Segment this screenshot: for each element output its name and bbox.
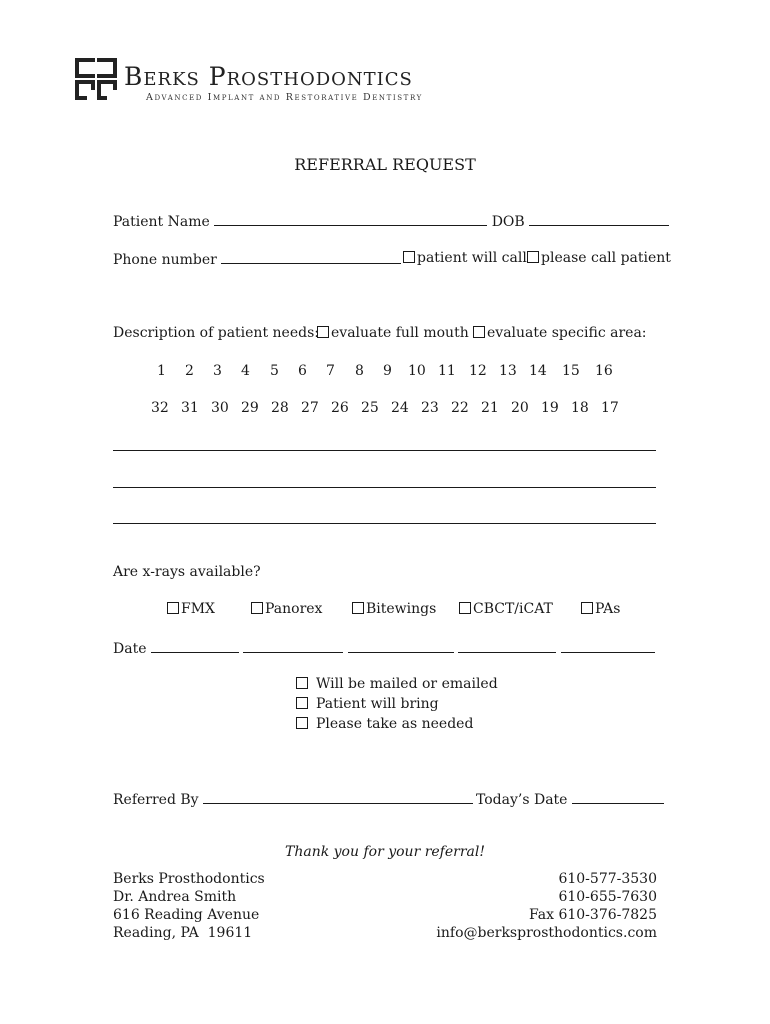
- xray-option-label: Panorex: [265, 601, 323, 617]
- tooth-number[interactable]: 13: [499, 363, 517, 379]
- xray-option-label: PAs: [595, 601, 621, 617]
- footer-address: [113, 870, 265, 942]
- xray-option-pas[interactable]: [581, 601, 620, 617]
- xray-date-row: [113, 639, 655, 657]
- footer-doctor-name: Dr. Andrea Smith: [113, 889, 237, 905]
- xray-option-label: FMX: [181, 601, 216, 617]
- footer-city: Reading, PA 19611: [113, 925, 253, 941]
- date-field[interactable]: [243, 639, 343, 653]
- description-line[interactable]: [113, 523, 656, 524]
- checkbox[interactable]: [296, 697, 308, 709]
- patient-name-row: [113, 212, 669, 230]
- tooth-number[interactable]: 19: [541, 400, 559, 416]
- todays-date-label: Today’s Date: [476, 792, 568, 808]
- referred-by-field[interactable]: [203, 790, 473, 804]
- tooth-number[interactable]: 15: [562, 363, 580, 379]
- delivery-option-take-as-needed[interactable]: [296, 716, 473, 732]
- checkbox[interactable]: [403, 251, 415, 263]
- tooth-number[interactable]: 3: [213, 363, 222, 379]
- phone-field[interactable]: [221, 250, 401, 264]
- xrays-question: Are x-rays available?: [113, 564, 261, 580]
- tooth-number[interactable]: 10: [408, 363, 426, 379]
- thank-you-note: Thank you for your referral!: [285, 844, 485, 860]
- delivery-option-label: Patient will bring: [316, 696, 439, 712]
- evaluate-full-mouth-option[interactable]: [317, 325, 469, 341]
- checkbox[interactable]: [296, 677, 308, 689]
- tooth-number[interactable]: 29: [241, 400, 259, 416]
- brand-name: Berks Prosthodontics: [124, 62, 413, 91]
- checkbox[interactable]: [527, 251, 539, 263]
- xray-option-label: CBCT/iCAT: [473, 601, 553, 617]
- tooth-number[interactable]: 23: [421, 400, 439, 416]
- checkbox[interactable]: [317, 326, 329, 338]
- delivery-option-label: Please take as needed: [316, 716, 474, 732]
- footer-contact: [436, 870, 657, 942]
- date-field[interactable]: [458, 639, 556, 653]
- date-field[interactable]: [561, 639, 655, 653]
- description-line[interactable]: [113, 487, 656, 488]
- description-label: Description of patient needs:: [113, 325, 319, 341]
- please-call-patient-label: please call patient: [541, 250, 671, 266]
- checkbox[interactable]: [352, 602, 364, 614]
- tooth-number[interactable]: 12: [469, 363, 487, 379]
- tooth-number[interactable]: 20: [511, 400, 529, 416]
- checkbox[interactable]: [473, 326, 485, 338]
- delivery-option-mailed[interactable]: [296, 676, 498, 692]
- patient-will-call-option[interactable]: [403, 250, 527, 266]
- xray-option-panorex[interactable]: [251, 601, 322, 617]
- tooth-number[interactable]: 17: [601, 400, 619, 416]
- tooth-number[interactable]: 26: [331, 400, 349, 416]
- bp-monogram-logo-icon: [75, 58, 117, 100]
- tooth-number[interactable]: 28: [271, 400, 289, 416]
- tooth-number[interactable]: 32: [151, 400, 169, 416]
- dob-label: DOB: [491, 214, 525, 230]
- date-field[interactable]: [348, 639, 454, 653]
- tooth-number[interactable]: 14: [529, 363, 547, 379]
- checkbox[interactable]: [459, 602, 471, 614]
- evaluate-specific-area-label: evaluate specific area:: [487, 325, 647, 341]
- tooth-number[interactable]: 5: [270, 363, 279, 379]
- patient-will-call-label: patient will call: [417, 250, 527, 266]
- tooth-number[interactable]: 18: [571, 400, 589, 416]
- tooth-number[interactable]: 1: [157, 363, 166, 379]
- tooth-number[interactable]: 6: [298, 363, 307, 379]
- xray-option-label: Bitewings: [366, 601, 437, 617]
- tooth-number[interactable]: 2: [185, 363, 194, 379]
- footer-street: 616 Reading Avenue: [113, 907, 260, 923]
- xray-option-cbct[interactable]: [459, 601, 553, 617]
- todays-date-row: [476, 790, 664, 808]
- delivery-option-patient-bring[interactable]: [296, 696, 439, 712]
- tooth-number[interactable]: 30: [211, 400, 229, 416]
- tooth-number[interactable]: 16: [595, 363, 613, 379]
- tooth-number[interactable]: 9: [383, 363, 392, 379]
- tooth-number[interactable]: 11: [438, 363, 456, 379]
- tooth-number[interactable]: 31: [181, 400, 199, 416]
- footer-phone: 610-655-7630: [558, 889, 657, 905]
- checkbox[interactable]: [296, 717, 308, 729]
- tooth-number[interactable]: 8: [355, 363, 364, 379]
- brand-tagline: Advanced Implant and Restorative Dentistry: [146, 92, 423, 103]
- todays-date-field[interactable]: [572, 790, 664, 804]
- tooth-number[interactable]: 27: [301, 400, 319, 416]
- phone-row: [113, 250, 401, 268]
- evaluate-full-mouth-label: evaluate full mouth: [331, 325, 469, 341]
- footer-practice-name: Berks Prosthodontics: [113, 871, 265, 887]
- dob-field[interactable]: [529, 212, 669, 226]
- checkbox[interactable]: [167, 602, 179, 614]
- footer-phone: 610-577-3530: [558, 871, 657, 887]
- patient-name-field[interactable]: [214, 212, 487, 226]
- phone-label: Phone number: [113, 252, 217, 268]
- date-field[interactable]: [151, 639, 239, 653]
- tooth-number[interactable]: 4: [241, 363, 250, 379]
- delivery-option-label: Will be mailed or emailed: [316, 676, 498, 692]
- xray-option-bitewings[interactable]: [352, 601, 436, 617]
- tooth-number[interactable]: 7: [326, 363, 335, 379]
- date-label: Date: [113, 641, 147, 657]
- tooth-number[interactable]: 24: [391, 400, 409, 416]
- tooth-number[interactable]: 21: [481, 400, 499, 416]
- footer-email-link[interactable]: info@berksprosthodontics.com: [436, 925, 657, 941]
- description-line[interactable]: [113, 450, 656, 451]
- form-title: REFERRAL REQUEST: [294, 155, 476, 174]
- footer-fax: Fax 610-376-7825: [529, 907, 657, 923]
- checkbox[interactable]: [581, 602, 593, 614]
- patient-name-label: Patient Name: [113, 214, 210, 230]
- referred-by-row: [113, 790, 473, 808]
- checkbox[interactable]: [251, 602, 263, 614]
- xray-option-fmx[interactable]: [167, 601, 215, 617]
- tooth-number[interactable]: 25: [361, 400, 379, 416]
- tooth-number[interactable]: 22: [451, 400, 469, 416]
- evaluate-specific-area-option[interactable]: [473, 325, 647, 341]
- referred-by-label: Referred By: [113, 792, 199, 808]
- please-call-patient-option[interactable]: [527, 250, 671, 266]
